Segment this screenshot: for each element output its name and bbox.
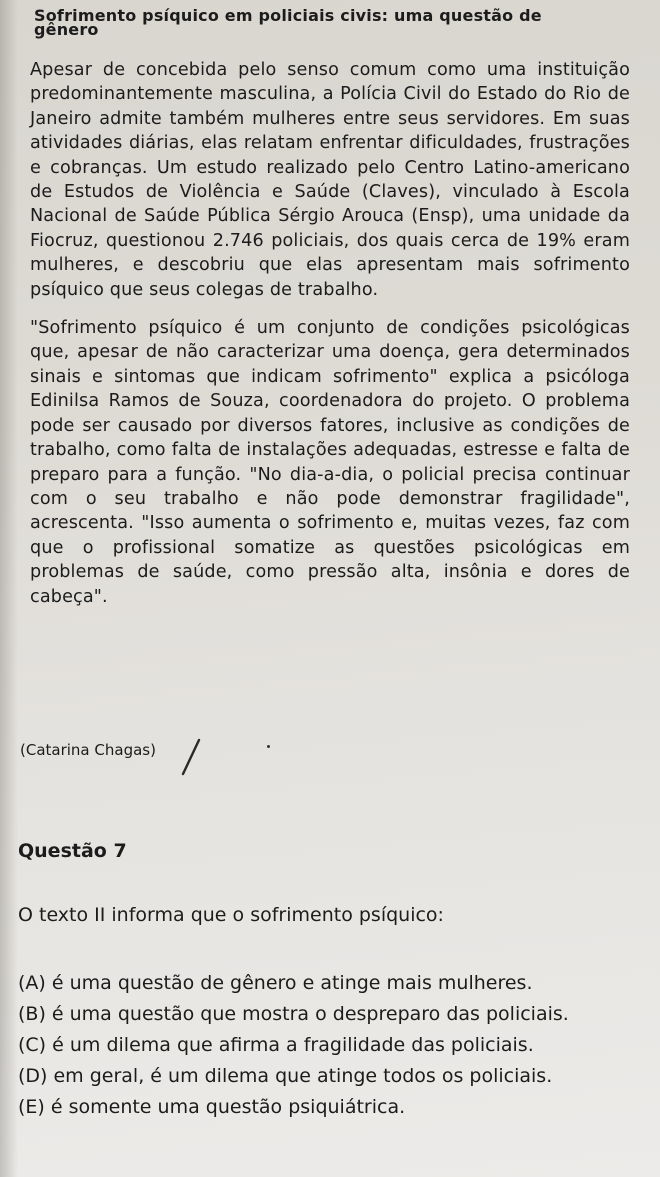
answer-options xyxy=(18,968,648,1122)
author-credit: (Catarina Chagas) xyxy=(20,741,156,759)
option-a[interactable]: (A) é uma questão de gênero e atinge mais mulheres. xyxy=(18,972,533,994)
article-title-line-1: Sofrimento psíquico em policiais civis: uma questão de xyxy=(34,6,542,25)
pen-dot-mark xyxy=(267,745,270,748)
pen-stroke-mark xyxy=(175,736,205,778)
question-title: Questão 7 xyxy=(18,840,127,862)
article-title-line-2: gênero xyxy=(34,20,99,39)
option-c[interactable]: (C) é um dilema que afirma a fragilidade das policiais. xyxy=(18,1034,534,1056)
option-b[interactable]: (B) é uma questão que mostra o despreparo das policiais. xyxy=(18,1003,569,1025)
page-shadow xyxy=(0,0,18,1177)
article-paragraph-1: Apesar de concebida pelo senso comum como uma instituição predominantemente masculina, a Polícia Civil do Estado do Rio de Janeiro admite também mulheres entre seus servidores. Em suas atividades diárias, elas relatam enfrentar dificuldades, frustrações e cobranças. Um estudo realizado pelo Centro Latino-americano de Estudos de Violência e Saúde (Claves), vinculado à Escola Nacional de Saúde Pública Sérgio Arouca (Ensp), uma unidade da Fiocruz, questionou 2.746 policiais, dos quais cerca de 19% eram mulheres, e descobriu que elas apresentam mais sofrimento psíquico que seus colegas de trabalho. xyxy=(30,60,630,300)
article-paragraph-2: "Sofrimento psíquico é um conjunto de condições psicológicas que, apesar de não caracterizar uma doença, gera determinados sinais e sintomas que indicam sofrimento" explica a psicóloga Edinilsa Ramos de Souza, coordenadora do projeto. O problema pode ser causado por diversos fatores, inclusive as condições de trabalho, como falta de instalações adequadas, estresse e falta de preparo para a função. "No dia-a-dia, o policial precisa continuar com o seu trabalho e não pode demonstrar fragilidade", acrescenta. "Isso aumenta o sofrimento e, muitas vezes, faz com que o profissional somatize as questões psicológicas em problemas de saúde, como pressão alta, insônia e dores de cabeça". xyxy=(30,318,630,607)
option-e[interactable]: (E) é somente uma questão psiquiátrica. xyxy=(18,1096,406,1118)
question-prompt: O texto II informa que o sofrimento psíquico: xyxy=(18,904,444,926)
question-block xyxy=(18,840,648,1123)
option-d[interactable]: (D) em geral, é um dilema que atinge todos os policiais. xyxy=(18,1065,553,1087)
article-body xyxy=(30,58,630,619)
